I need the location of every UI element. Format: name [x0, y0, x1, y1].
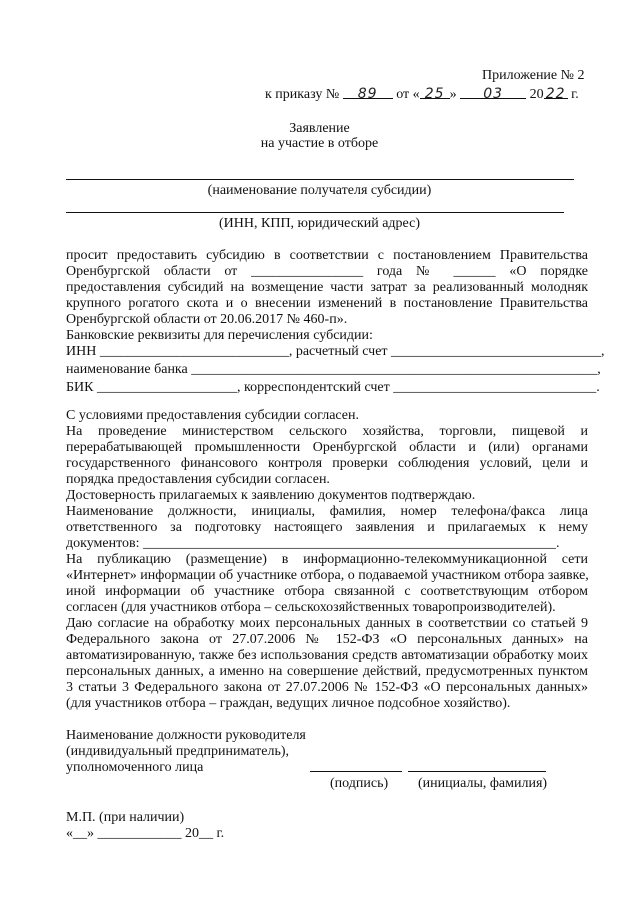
bank-row-name: наименование банка __________________________________________________________,: [66, 362, 601, 377]
signatory-title-1: Наименование должности руководителя: [66, 728, 306, 743]
p3-line-2: ответственного за подготовку настоящего заявления и прилагаемых к нему: [66, 520, 588, 535]
confirm-text: Достоверность прилагаемых к заявлению документов подтверждаю.: [66, 488, 476, 503]
inn-line: [66, 212, 564, 213]
appendix-label: Приложение № 2: [482, 68, 585, 83]
order-month: 03: [483, 86, 504, 102]
signature-line: [310, 771, 402, 772]
document-title: Заявление: [289, 121, 350, 136]
seal-label: М.П. (при наличии): [66, 810, 185, 825]
p5-line-6: (для участников отбора – граждан, ведущих личное подсобное хозяйство).: [66, 696, 511, 711]
p5-line-1: Даю согласие на обработку моих персональных данных в соответствии со статьей 9: [66, 616, 588, 631]
document-subtitle: на участие в отборе: [260, 136, 379, 151]
inn-caption: (ИНН, КПП, юридический адрес): [219, 216, 420, 231]
p1-line-5: Оренбургской области от 20.06.2017 № 460-п».: [66, 312, 348, 327]
order-year: 22: [545, 86, 566, 102]
order-year-end: г.: [571, 87, 579, 102]
order-prefix: к приказу №: [265, 87, 340, 102]
p5-line-5: 3 статьи 3 Федерального закона от 27.07.2006 № 152-ФЗ «О персональных данных»: [66, 680, 588, 695]
bank-title: Банковские реквизиты для перечисления субсидии:: [66, 328, 373, 343]
p4-line-3: иной информации об участнике отбора связанной с соответствующим отбором: [66, 584, 588, 599]
order-reference: [265, 86, 579, 103]
p4-line-1: На публикацию (размещение) в информационно-телекоммуникационной сети: [66, 552, 588, 567]
order-quote: »: [449, 87, 457, 102]
name-line: [408, 771, 546, 772]
signatory-title-2: (индивидуальный предприниматель),: [66, 744, 289, 759]
p1-line-2: Оренбургской области от ________________ года № ______ «О порядке: [66, 264, 588, 279]
signature-caption: (подпись): [330, 776, 389, 791]
order-number: 89: [357, 86, 378, 102]
p3-line-3: документов: ___________________________________________________________.: [66, 536, 560, 551]
order-day: 25: [424, 86, 445, 102]
p2-line-2: перерабатывающей промышленности Оренбургской области и (или) органами: [66, 440, 588, 455]
order-month-field: [460, 86, 526, 102]
p1-line-4: крупного рогатого скота и о внесении изменений в постановление Правительства: [66, 296, 588, 311]
date-line: «__» ____________ 20__ г.: [66, 826, 225, 841]
p5-line-4: персональных данных, а именно на совершение действий, предусмотренных пунктом: [66, 664, 588, 679]
order-year-prefix: 20: [529, 87, 544, 102]
name-caption: (инициалы, фамилия): [418, 776, 548, 791]
order-number-field: [343, 86, 393, 102]
p5-line-2: Федерального закона от 27.07.2006 № 152-ФЗ «О персональных данных» на: [66, 632, 588, 647]
order-year-field: [544, 86, 568, 102]
recipient-line: [66, 179, 574, 180]
p2-line-4: порядка предоставления субсидии согласен.: [66, 472, 330, 487]
order-from: от «: [396, 87, 420, 102]
p4-line-4: согласен (для участников отбора – сельскохозяйственных товаропроизводителей).: [66, 600, 556, 615]
p3-line-1: Наименование должности, инициалы, фамилия, номер телефона/факса лица: [66, 504, 588, 519]
agree-text: С условиями предоставления субсидии согласен.: [66, 408, 360, 423]
recipient-caption: (наименование получателя субсидии): [207, 183, 432, 198]
p2-line-3: государственного финансового контроля проверки соблюдения условий, цели и: [66, 456, 588, 471]
signatory-title-3: уполномоченного лица: [66, 760, 204, 775]
bank-row-inn: ИНН ___________________________, расчетный счет ______________________________,: [66, 344, 605, 359]
p4-line-2: «Интернет» информации об участнике отбора, о подаваемой участником отбора заявке,: [66, 568, 589, 583]
p2-line-1: На проведение министерством сельского хозяйства, торговли, пищевой и: [66, 424, 588, 439]
bank-row-bik: БИК ____________________, корреспондентский счет _____________________________.: [66, 380, 600, 395]
p1-line-3: предоставления субсидий на возмещение части затрат за реализованный молодняк: [66, 280, 588, 295]
p1-line-1: просит предоставить субсидию в соответствии с постановлением Правительства: [66, 248, 588, 263]
order-day-field: [420, 86, 450, 102]
p5-line-3: автоматизированную, также без использования средств автоматизации обработку моих: [66, 648, 588, 663]
